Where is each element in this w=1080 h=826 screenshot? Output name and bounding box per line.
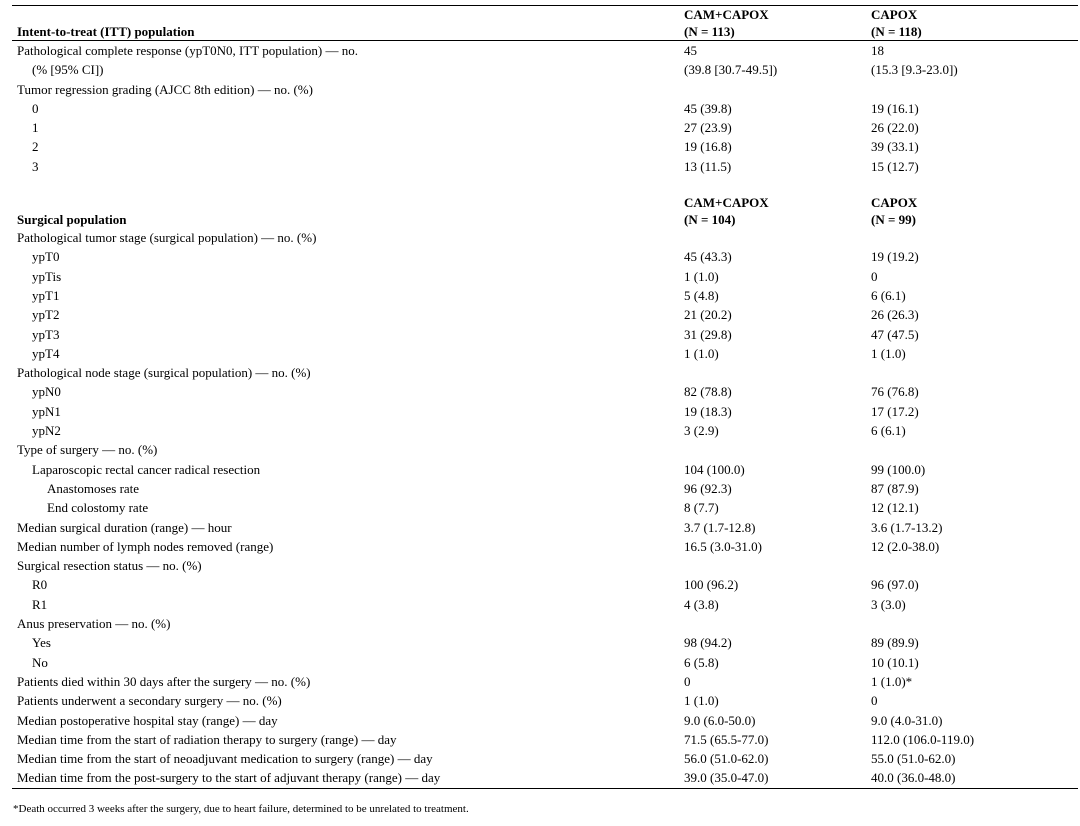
row-value-arm2: 47 (47.5) — [871, 326, 919, 342]
row-value-arm2: 17 (17.2) — [871, 403, 919, 419]
row-value-arm1: 98 (94.2) — [684, 635, 732, 651]
row-value-arm1: (39.8 [30.7-49.5]) — [684, 62, 778, 78]
row-label: ypT4 — [32, 345, 60, 361]
row-value-arm2: 26 (22.0) — [871, 120, 919, 136]
surgical-arm1-name: CAM+CAPOX — [684, 195, 769, 211]
row-value-arm1: 16.5 (3.0-31.0) — [684, 538, 762, 554]
row-label: Median postoperative hospital stay (range) — day — [17, 712, 278, 728]
row-label: R1 — [32, 596, 48, 612]
row-value-arm2: 19 (16.1) — [871, 100, 919, 116]
table-row — [12, 672, 1078, 691]
row-label: ypT2 — [32, 307, 60, 323]
table-footnote: *Death occurred 3 weeks after the surgery, due to heart failure, determined to be unrelated to treatment. — [13, 803, 469, 815]
row-value-arm1: 5 (4.8) — [684, 287, 719, 303]
row-value-arm1: 71.5 (65.5-77.0) — [684, 731, 769, 747]
row-value-arm2: 0 — [871, 693, 878, 709]
table-row — [12, 118, 1078, 137]
row-label: End colostomy rate — [47, 500, 149, 516]
row-value-arm2: 15 (12.7) — [871, 158, 919, 174]
row-value-arm2: 96 (97.0) — [871, 577, 919, 593]
row-value-arm1: 27 (23.9) — [684, 120, 732, 136]
table-row — [12, 247, 1078, 266]
row-value-arm1: 1 (1.0) — [684, 693, 719, 709]
row-value-arm1: 45 (43.3) — [684, 249, 732, 265]
row-value-arm2: 6 (6.1) — [871, 423, 906, 439]
table-row — [12, 556, 1078, 575]
row-value-arm1: 96 (92.3) — [684, 480, 732, 496]
row-label: ypN0 — [32, 384, 61, 400]
row-value-arm1: 56.0 (51.0-62.0) — [684, 751, 769, 767]
row-value-arm2: 87 (87.9) — [871, 480, 919, 496]
table-row — [12, 749, 1078, 768]
row-label: ypN1 — [32, 403, 61, 419]
table-row — [12, 595, 1078, 614]
row-value-arm1: 45 (39.8) — [684, 100, 732, 116]
row-value-arm2 — [871, 363, 1078, 382]
table-row — [12, 41, 1078, 61]
row-value-arm2: (15.3 [9.3-23.0]) — [871, 62, 958, 78]
row-label: Surgical resection status — no. (%) — [17, 558, 202, 574]
row-label: Patients died within 30 days after the surgery — no. (%) — [17, 673, 311, 689]
row-value-arm2: 3.6 (1.7-13.2) — [871, 519, 943, 535]
table-row — [12, 137, 1078, 156]
row-value-arm2: 40.0 (36.0-48.0) — [871, 768, 1078, 788]
row-label: 2 — [32, 139, 39, 155]
row-value-arm1 — [684, 440, 871, 459]
row-label: Median time from the start of neoadjuvant medication to surgery (range) — day — [17, 751, 433, 767]
table-row — [12, 711, 1078, 730]
row-value-arm2 — [871, 556, 1078, 575]
table-row — [12, 498, 1078, 517]
table-row — [12, 575, 1078, 594]
row-value-arm2: 99 (100.0) — [871, 461, 926, 477]
row-label: Median time from the post-surgery to the start of adjuvant therapy (range) — day — [12, 768, 684, 788]
row-value-arm2 — [871, 440, 1078, 459]
row-label: 1 — [32, 120, 39, 136]
row-value-arm2 — [871, 228, 1078, 247]
table-row — [12, 267, 1078, 286]
table-row — [12, 344, 1078, 363]
itt-section — [12, 6, 1078, 177]
surgical-arm1-header — [684, 194, 871, 228]
itt-arm1-header — [684, 6, 871, 41]
row-value-arm1: 100 (96.2) — [684, 577, 739, 593]
row-value-arm1: 1 (1.0) — [684, 345, 719, 361]
row-value-arm1: 3.7 (1.7-12.8) — [684, 519, 756, 535]
table-row — [12, 228, 1078, 247]
row-label: ypT3 — [32, 326, 60, 342]
row-value-arm1 — [684, 363, 871, 382]
row-label: ypTis — [32, 268, 62, 284]
row-label: Laparoscopic rectal cancer radical resection — [32, 461, 261, 477]
surgical-section-title: Surgical population — [17, 212, 127, 228]
table-row — [12, 518, 1078, 537]
row-value-arm2: 0 — [871, 268, 878, 284]
row-value-arm1: 19 (16.8) — [684, 139, 732, 155]
row-value-arm2 — [871, 80, 1078, 99]
row-label: Anus preservation — no. (%) — [17, 616, 171, 632]
row-value-arm2: 10 (10.1) — [871, 654, 919, 670]
row-label: Type of surgery — no. (%) — [17, 442, 158, 458]
row-value-arm1: 9.0 (6.0-50.0) — [684, 712, 756, 728]
table-row — [12, 305, 1078, 324]
itt-header-row — [12, 6, 1078, 41]
row-value-arm1 — [684, 614, 871, 633]
row-value-arm2: 112.0 (106.0-119.0) — [871, 731, 975, 747]
row-value-arm2: 9.0 (4.0-31.0) — [871, 712, 943, 728]
row-value-arm1: 104 (100.0) — [684, 461, 745, 477]
table-row — [12, 60, 1078, 79]
row-value-arm2: 1 (1.0) — [871, 345, 906, 361]
surgical-section — [12, 194, 1078, 788]
itt-arm2-header — [871, 6, 1078, 41]
table-row — [12, 537, 1078, 556]
row-label: Yes — [32, 635, 51, 651]
itt-arm1-n: (N = 113) — [684, 24, 735, 39]
row-value-arm1: 39.0 (35.0-47.0) — [684, 768, 871, 788]
table-row — [12, 402, 1078, 421]
row-value-arm2: 55.0 (51.0-62.0) — [871, 751, 956, 767]
row-value-arm2: 1 (1.0)* — [871, 673, 913, 689]
table-row — [12, 614, 1078, 633]
row-label: Pathological complete response (ypT0N0, ITT population) — no. — [17, 43, 358, 58]
row-value-arm2: 12 (12.1) — [871, 500, 919, 516]
row-value-arm1: 1 (1.0) — [684, 268, 719, 284]
row-label: Median number of lymph nodes removed (range) — [17, 538, 274, 554]
row-label: Pathological node stage (surgical population) — no. (%) — [17, 365, 311, 381]
table-row — [12, 460, 1078, 479]
row-value-arm2: 76 (76.8) — [871, 384, 919, 400]
table-row — [12, 80, 1078, 99]
row-value-arm1 — [684, 228, 871, 247]
table-row — [12, 325, 1078, 344]
row-value-arm2: 6 (6.1) — [871, 287, 906, 303]
row-value-arm2: 12 (2.0-38.0) — [871, 538, 940, 554]
row-value-arm1: 19 (18.3) — [684, 403, 732, 419]
row-value-arm1: 21 (20.2) — [684, 307, 732, 323]
table-row — [12, 440, 1078, 459]
table-row — [12, 691, 1078, 710]
row-value-arm1 — [684, 556, 871, 575]
row-value-arm1: 31 (29.8) — [684, 326, 732, 342]
surgical-arm2-n: (N = 99) — [871, 212, 916, 228]
row-value-arm2 — [871, 614, 1078, 633]
row-label: Median time from the start of radiation therapy to surgery (range) — day — [17, 731, 397, 747]
row-value-arm1: 6 (5.8) — [684, 654, 719, 670]
row-label: Anastomoses rate — [47, 480, 140, 496]
row-value-arm1 — [684, 80, 871, 99]
row-value-arm1: 13 (11.5) — [684, 158, 732, 174]
row-label: ypT1 — [32, 287, 60, 303]
table-row — [12, 157, 1078, 176]
table-row — [12, 421, 1078, 440]
row-label: No — [32, 654, 48, 670]
itt-arm2-name: CAPOX — [871, 7, 918, 22]
table-row — [12, 382, 1078, 401]
table-row — [12, 633, 1078, 652]
table-row — [12, 730, 1078, 749]
row-value-arm1: 4 (3.8) — [684, 596, 719, 612]
row-value-arm2: 19 (19.2) — [871, 249, 919, 265]
row-value-arm1: 82 (78.8) — [684, 384, 732, 400]
table-row — [12, 653, 1078, 672]
row-label: 3 — [32, 158, 39, 174]
row-value-arm2: 39 (33.1) — [871, 139, 919, 155]
row-value-arm1: 3 (2.9) — [684, 423, 719, 439]
row-value-arm2: 89 (89.9) — [871, 635, 919, 651]
row-label: R0 — [32, 577, 48, 593]
surgical-arm1-n: (N = 104) — [684, 212, 736, 228]
section-spacer — [12, 176, 1078, 194]
row-label: Median surgical duration (range) — hour — [17, 519, 232, 535]
row-label: Tumor regression grading (AJCC 8th edition) — no. (%) — [17, 81, 313, 97]
surgical-header-row — [12, 194, 1078, 228]
table-row — [12, 363, 1078, 382]
row-label: (% [95% CI]) — [32, 62, 104, 78]
itt-arm2-n: (N = 118) — [871, 24, 922, 39]
row-label: ypT0 — [32, 249, 60, 265]
itt-arm1-name: CAM+CAPOX — [684, 7, 769, 22]
row-value-arm2: 3 (3.0) — [871, 596, 906, 612]
row-value-arm1: 45 — [684, 43, 697, 58]
row-label: 0 — [32, 100, 39, 116]
table-row — [12, 479, 1078, 498]
row-label: Patients underwent a secondary surgery — no. (%) — [17, 693, 282, 709]
results-table-container — [12, 5, 1078, 789]
surgical-arm2-header — [871, 194, 1078, 228]
table-row — [12, 99, 1078, 118]
surgical-arm2-name: CAPOX — [871, 195, 918, 211]
itt-section-title: Intent-to-treat (ITT) population — [12, 6, 684, 41]
table-row — [12, 768, 1078, 788]
row-label: ypN2 — [32, 423, 61, 439]
row-value-arm2: 26 (26.3) — [871, 307, 919, 323]
row-label: Pathological tumor stage (surgical population) — no. (%) — [17, 230, 317, 246]
row-value-arm2: 18 — [871, 43, 884, 58]
row-value-arm1: 0 — [684, 673, 691, 689]
table-row — [12, 286, 1078, 305]
row-value-arm1: 8 (7.7) — [684, 500, 719, 516]
results-table — [12, 5, 1078, 789]
